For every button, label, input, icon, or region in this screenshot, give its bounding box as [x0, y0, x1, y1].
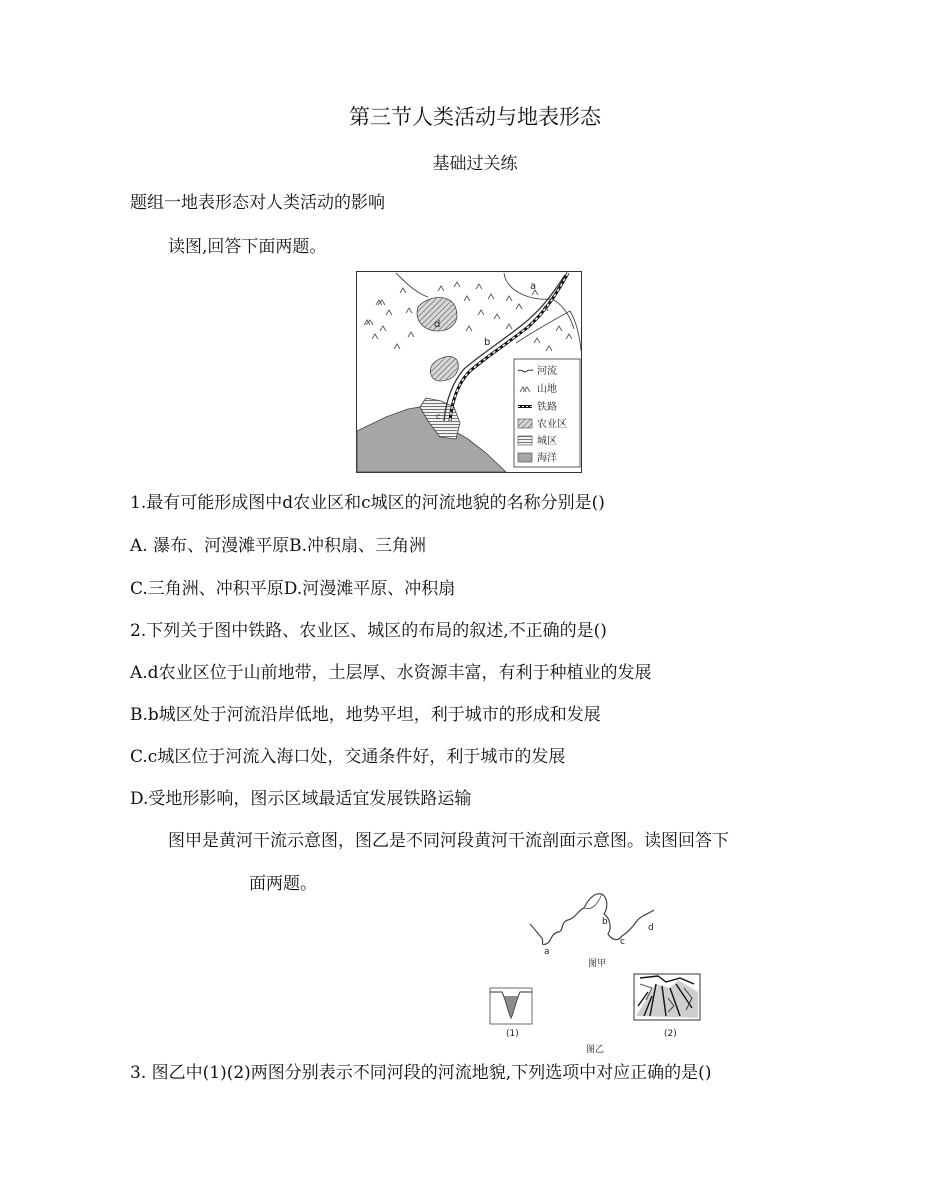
fig-jia-label-d: d — [648, 923, 654, 933]
legend-city-label: 城区 — [537, 436, 557, 447]
map-label-d: d — [434, 319, 441, 330]
question-group-heading: 题组一地表形态对人类活动的影响 — [130, 193, 385, 213]
legend-railway-label: 铁路 — [537, 402, 557, 413]
yellow-river-figure — [480, 888, 708, 1058]
legend-sea-label: 海洋 — [537, 453, 557, 464]
yellow-river-course — [530, 894, 654, 945]
legend-sea-icon — [518, 453, 532, 462]
fig-jia-label-b: b — [602, 917, 608, 927]
legend-farm-label: 农业区 — [537, 419, 567, 430]
fig-jia-caption: 图甲 — [588, 959, 607, 969]
question-1-options-ab: A. 瀑布、河漫滩平原B.冲积扇、三角洲 — [130, 536, 426, 556]
map-legend — [514, 359, 580, 467]
question-intro: 读图,回答下面两题。 — [168, 237, 327, 257]
fig-yi-sub2: (2) — [664, 1029, 677, 1039]
question-1-options-cd: C.三角洲、冲积平原D.河漫滩平原、冲积扇 — [130, 579, 456, 599]
valley-section-1 — [490, 988, 532, 1024]
fig-yi-caption: 图乙 — [586, 1045, 605, 1055]
map-figure — [356, 271, 582, 473]
question-3: 3. 图乙中(1)(2)两图分别表示不同河段的河流地貌,下列选项中对应正确的是() — [130, 1063, 712, 1083]
question-intro-2-line2: 面两题。 — [249, 874, 317, 894]
section-subtitle: 基础过关练 — [432, 154, 518, 174]
page-title: 第三节人类活动与地表形态 — [349, 105, 601, 129]
question-2-option-c: C.c城区位于河流入海口处，交通条件好，利于城市的发展 — [130, 747, 566, 767]
question-1: 1.最有可能形成图中d农业区和c城区的河流地貌的名称分别是() — [130, 493, 605, 513]
alluvial-fan-sketch-2 — [634, 974, 700, 1020]
legend-mountain-label: 山地 — [537, 384, 557, 395]
question-2-option-b: B.b城区处于河流沿岸低地，地势平坦，利于城市的形成和发展 — [130, 705, 601, 725]
legend-farm-icon — [518, 419, 532, 428]
question-2-option-d: D.受地形影响，图示区域最适宜发展铁路运输 — [130, 789, 472, 809]
legend-city-icon — [518, 436, 532, 445]
fig-jia-label-c: c — [620, 937, 625, 947]
question-2: 2.下列关于图中铁路、农业区、城区的布局的叙述,不正确的是() — [130, 621, 607, 641]
question-intro-2-line1: 图甲是黄河干流示意图，图乙是不同河段黄河干流剖面示意图。读图回答下 — [168, 831, 729, 851]
fig-yi-sub1: (1) — [506, 1029, 519, 1039]
fig-jia-label-a: a — [544, 947, 550, 957]
legend-railway-icon — [518, 405, 532, 408]
legend-river-label: 河流 — [537, 366, 557, 377]
map-label-b: b — [484, 337, 491, 348]
question-2-option-a: A.d农业区位于山前地带，土层厚、水资源丰富，有利于种植业的发展 — [130, 663, 652, 683]
map-label-c: c — [436, 412, 441, 421]
map-label-a: a — [530, 281, 537, 292]
